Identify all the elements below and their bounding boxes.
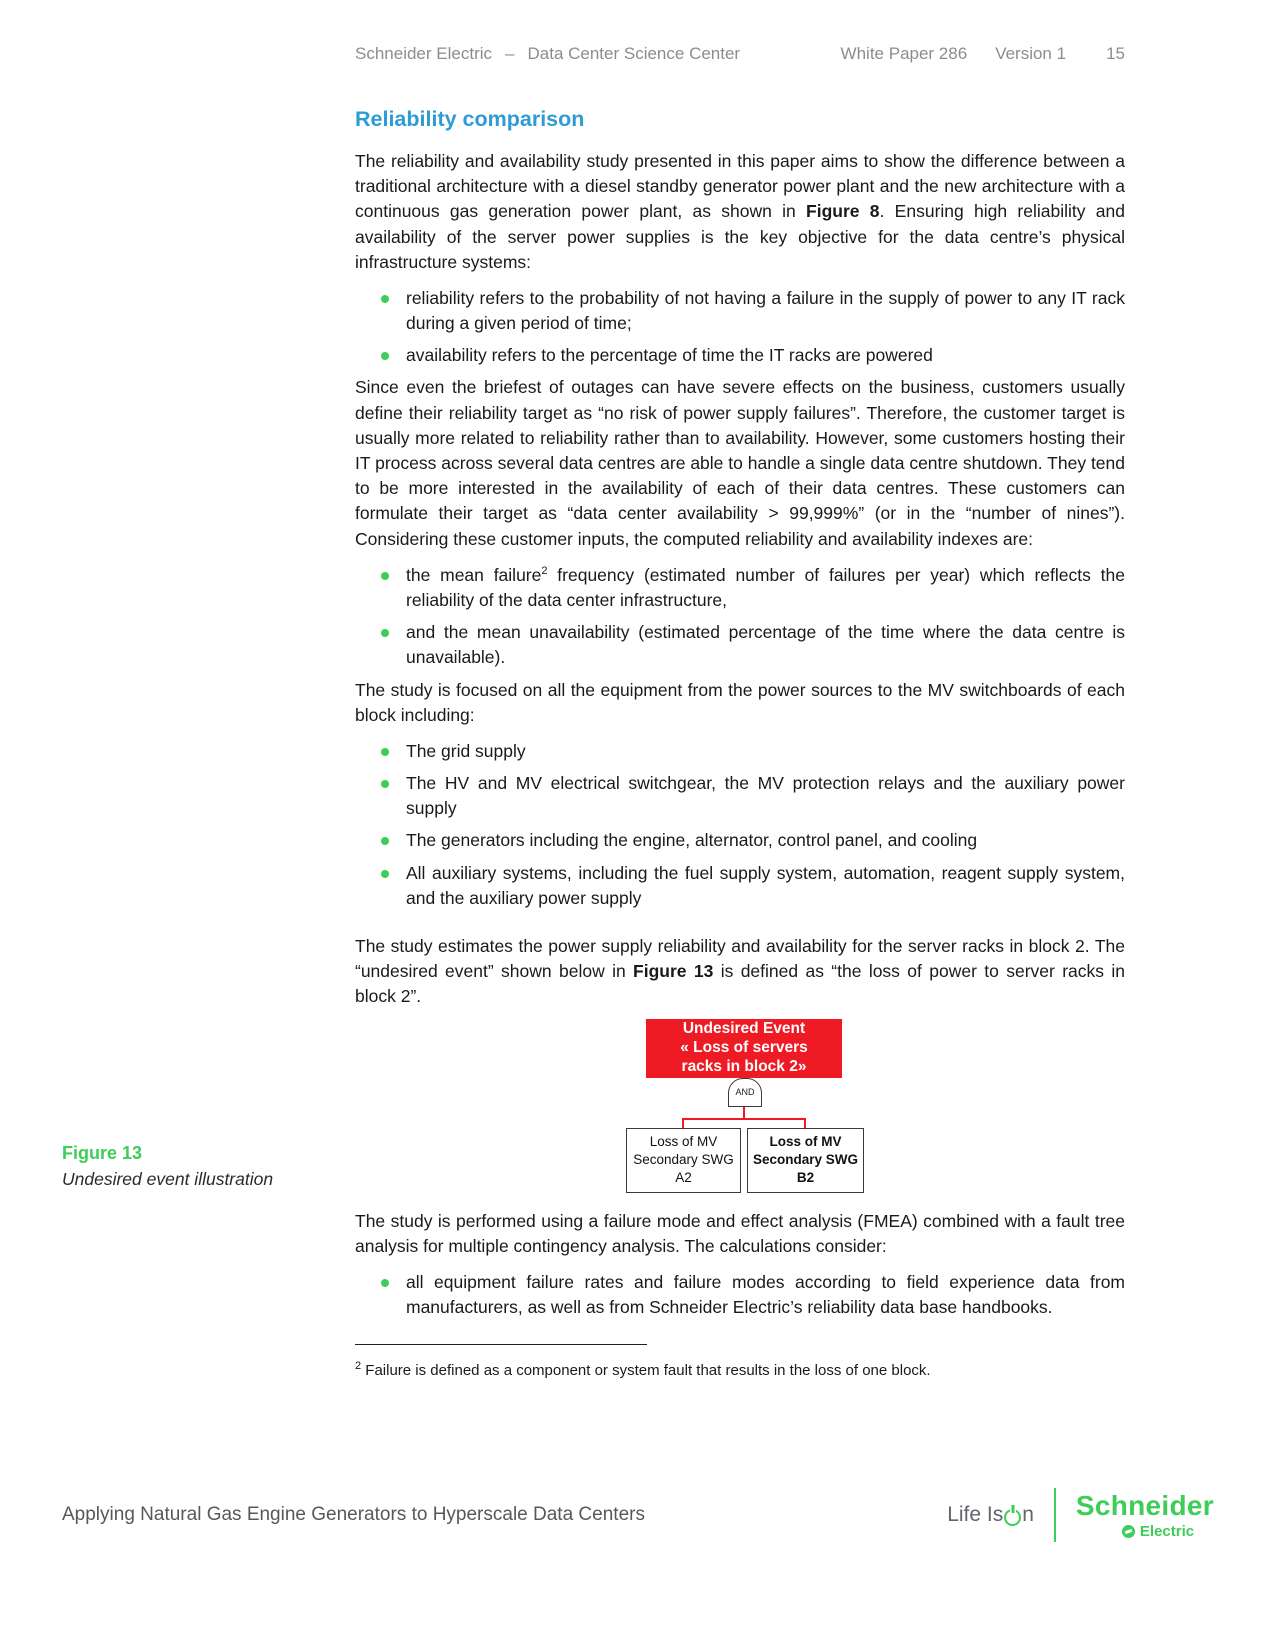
brand-row	[947, 1488, 1214, 1542]
footnote-text: Failure is defined as a component or system fault that results in the loss of one block.	[361, 1362, 931, 1380]
list-item-text: The grid supply	[406, 740, 526, 761]
and-gate-label: AND	[735, 1086, 755, 1097]
mean-failure-post: frequency (estimated number of failures per year) which reflects the reliability of the data center infrastructure,	[406, 564, 1126, 610]
connector-line-vertical-center	[743, 1105, 745, 1119]
main-content	[355, 104, 1125, 1397]
figure-8-reference: Figure 8	[806, 201, 880, 222]
bullet-icon	[381, 352, 389, 360]
figure-13-caption	[62, 1143, 352, 1190]
list-item	[355, 563, 1125, 613]
tagline-text: Life Is	[947, 1503, 1004, 1526]
list-item-text: The generators including the engine, alternator, control panel, and cooling	[406, 830, 978, 851]
a2-box-line-3: A2	[675, 1170, 692, 1186]
undesired-event-line-2: « Loss of servers	[680, 1038, 808, 1056]
loss-mv-swg-b2-box	[747, 1128, 864, 1193]
bullet-icon	[381, 870, 389, 878]
tagline-n: n	[1022, 1503, 1034, 1526]
header-division: Data Center Science Center	[527, 44, 741, 63]
bullet-icon	[381, 295, 389, 303]
indexes-list	[355, 563, 1125, 671]
document-title: Applying Natural Gas Engine Generators to Hyperscale Data Centers	[62, 1504, 645, 1525]
paragraph-fmea: The study is performed using a failure mode and effect analysis (FMEA) combined with a fault tree analysis for multiple contingency analysis. The calculations consider:	[355, 1210, 1125, 1256]
a2-box-line-1: Loss of MV	[649, 1133, 718, 1149]
page-header	[355, 44, 1125, 64]
a2-box-line-2: Secondary SWG	[633, 1151, 734, 1167]
vertical-spacer	[355, 918, 1125, 934]
power-icon	[1004, 1509, 1021, 1526]
paragraph-customer-targets: Since even the briefest of outages can have severe effects on the business, customers usually define their reliability target as “no risk of power supply failures”. Therefore, the customer target is usually more related to reliability rather than to availability. However, some customers hosting their IT process across several data centres are able to handle a single data centre shutdown. They tend to be more interested in the availability of each of their data centres. These customers can formulate their target as “data center availability > 99,999%” (or in the “number of nines”). Considering these customer inputs, the computed reliability and availability indexes are:	[355, 377, 1125, 549]
b2-box-line-1: Loss of MV	[769, 1133, 842, 1149]
list-item-text: all equipment failure rates and failure modes according to field experience data from manufacturers, as well as from Schneider Electric’s reliability data base handbooks.	[406, 1271, 1125, 1318]
list-item	[355, 343, 1125, 368]
schneider-electric-logo	[1075, 1489, 1214, 1540]
list-item	[355, 828, 1125, 853]
paragraph-undesired-post: is defined as “the loss of power to server racks in block 2”.	[355, 961, 1125, 1007]
list-item-text	[406, 563, 1125, 613]
footnote-marker: 2	[541, 564, 548, 577]
list-item-text: The HV and MV electrical switchgear, the MV protection relays and the auxiliary power supply	[406, 773, 1125, 819]
list-item-text: and the mean unavailability (estimated percentage of the time where the data centre is unavailable).	[406, 622, 1125, 668]
header-brand: Schneider Electric	[355, 44, 493, 63]
figure-13-fault-tree	[355, 1019, 1125, 1197]
header-version: Version 1	[995, 44, 1067, 63]
bullet-icon	[381, 748, 389, 756]
header-separator: –	[505, 44, 515, 63]
b2-box-line-3: B2	[796, 1170, 815, 1186]
schneider-mark-icon	[1122, 1525, 1135, 1538]
bullet-icon	[381, 629, 389, 637]
list-item	[355, 286, 1125, 336]
paragraph-undesired-pre: The study estimates the power supply reliability and availability for the server racks in block 2. The “undesired event” shown below in	[355, 936, 1125, 982]
figure-label: Figure 13	[62, 1143, 143, 1163]
figure-caption-text: Undesired event illustration	[62, 1169, 274, 1189]
undesired-event-line-1: Undesired Event	[682, 1019, 806, 1037]
header-right	[841, 44, 1125, 64]
list-item-text: availability refers to the percentage of time the IT racks are powered	[406, 345, 933, 366]
and-gate	[728, 1078, 762, 1107]
paragraph-undesired-event	[355, 934, 1125, 1010]
figure-13-reference: Figure 13	[633, 961, 714, 982]
logo-sub-text: Electric	[1139, 1522, 1195, 1540]
bullet-icon	[381, 780, 389, 788]
list-item	[355, 861, 1125, 911]
header-paper-number: White Paper 286	[840, 44, 968, 63]
undesired-event-line-3: racks in block 2»	[681, 1057, 807, 1075]
b2-box-line-2: Secondary SWG	[752, 1151, 859, 1167]
list-item-text: reliability refers to the probability of not having a failure in the supply of power to any IT rack during a given period of time;	[406, 287, 1125, 334]
mean-failure-pre: the mean failure	[406, 564, 542, 585]
loss-mv-swg-a2-box	[626, 1128, 741, 1193]
footnote	[355, 1360, 1125, 1382]
paragraph-intro-pre: The reliability and availability study presented in this paper aims to show the difference between a traditional architecture with a diesel standby generator power plant and the new architecture with a continuous gas generation power plant, as shown in	[355, 150, 1125, 222]
list-item-text: All auxiliary systems, including the fuel supply system, automation, reagent supply system, and the auxiliary power supply	[406, 862, 1125, 908]
calculations-list	[355, 1270, 1125, 1320]
bullet-icon	[381, 572, 389, 580]
header-left	[355, 44, 740, 64]
paragraph-intro	[355, 149, 1125, 275]
definitions-list	[355, 286, 1125, 369]
life-is-on-tagline	[947, 1503, 1034, 1527]
footnote-number: 2	[355, 1360, 362, 1373]
list-item	[355, 1270, 1125, 1320]
list-item	[355, 771, 1125, 821]
header-page-number: 15	[1106, 44, 1125, 63]
list-item	[355, 620, 1125, 670]
undesired-event-box	[646, 1019, 842, 1078]
logo-subline	[1076, 1524, 1214, 1539]
page-footer	[62, 1488, 1214, 1542]
list-item	[355, 739, 1125, 764]
paragraph-intro-post: . Ensuring high reliability and availability of the server power supplies is the key objective for the data centre’s physical infrastructure systems:	[355, 201, 1125, 272]
section-title: Reliability comparison	[355, 107, 585, 131]
connector-line-horizontal	[682, 1118, 806, 1120]
footer-divider	[1054, 1488, 1056, 1542]
bullet-icon	[381, 1279, 389, 1287]
equipment-list	[355, 739, 1125, 911]
paragraph-study-scope: The study is focused on all the equipment from the power sources to the MV switchboards of each block including:	[355, 679, 1125, 725]
bullet-icon	[381, 837, 389, 845]
logo-name: Schneider	[1075, 1489, 1214, 1521]
footnote-divider	[355, 1344, 647, 1345]
